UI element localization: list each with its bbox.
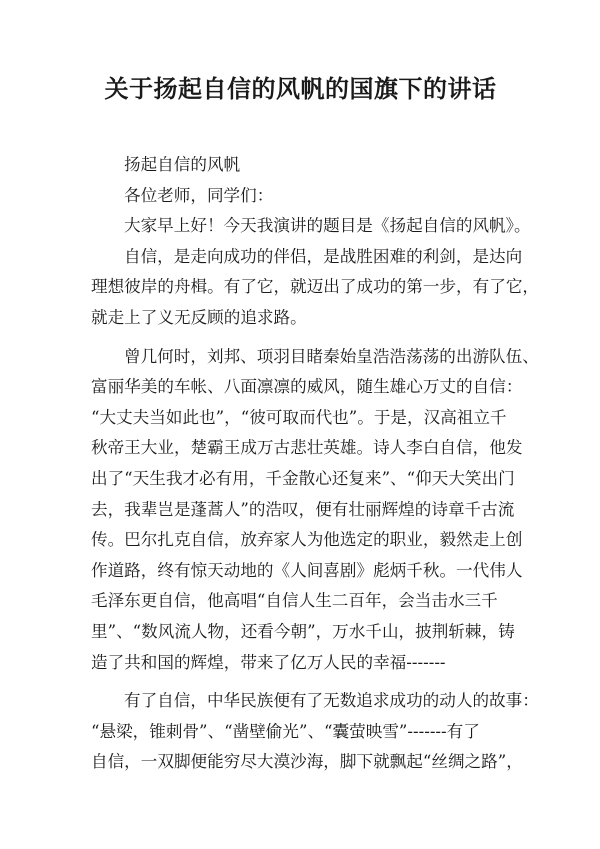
text-line: 各位老师，同学们： <box>124 185 274 205</box>
text-line: “悬梁，锥刺骨”、“凿壁偷光”、“囊萤映雪”-------有了 <box>91 721 480 741</box>
text-line: 出了“天生我才必有用，千金散心还复来”、“仰天大笑出门 <box>91 468 515 488</box>
text-line: 造了共和国的辉煌，带来了亿万人民的幸福------- <box>91 652 446 672</box>
text-line: 传。巴尔扎克自信，放弃家人为他选定的职业，毅然走上创 <box>91 530 523 550</box>
text-line: 大家早上好！今天我演讲的题目是《扬起自信的风帆》。 <box>124 216 531 236</box>
text-line: 自信，是走向成功的伴侣，是战胜困难的利剑，是达向 <box>124 246 523 266</box>
paragraph-spacer <box>91 334 510 342</box>
text-line: 富丽华美的车帐、八面凛凛的威风，随生雄心万丈的自信： <box>91 377 523 397</box>
text-line: 扬起自信的风帆 <box>124 155 241 174</box>
text-line: 作道路，终有惊天动地的《人间喜剧》彪炳千秋。一代伟人 <box>91 560 523 580</box>
paragraph-subtitle <box>91 150 510 181</box>
text-line: 毛泽东更自信，他高唱“自信人生二百年，会当击水三千 <box>91 591 498 611</box>
text-line: 里”、“数风流人物，还看今朝”，万水千山，披荆斩棘，铸 <box>91 621 515 641</box>
document-title: 关于扬起自信的风帆的国旗下的讲话 <box>104 74 497 103</box>
text-line: 自信，一双脚便能穷尽大漠沙海，脚下就飘起“丝绸之路”， <box>91 752 523 772</box>
paragraph-greeting <box>91 181 510 212</box>
paragraph-national-stories <box>91 686 539 778</box>
text-line: 去，我辈岂是蓬蒿人”的浩叹，便有壮丽辉煌的诗章千古流 <box>91 499 515 519</box>
text-line: 有了自信，中华民族便有了无数追求成功的动人的故事： <box>124 691 539 711</box>
text-line: 就走上了义无反顾的追求路。 <box>91 307 307 327</box>
paragraph-opening <box>91 211 531 242</box>
text-line: 秋帝王大业，楚霸王成万古悲壮英雄。诗人李白自信，他发 <box>91 438 523 458</box>
text-line: 曾几何时，刘邦、项羽目睹秦始皇浩浩荡荡的出游队伍、 <box>124 346 539 366</box>
paragraph-spacer <box>91 678 510 686</box>
paragraph-historical-examples <box>91 342 539 679</box>
text-line: “大丈夫当如此也”，“彼可取而代也”。于是，汉高祖立千 <box>91 407 507 427</box>
text-line: 理想彼岸的舟楫。有了它，就迈出了成功的第一步，有了它， <box>91 277 540 297</box>
document-body <box>91 150 540 778</box>
paragraph-confidence-definition <box>91 242 540 334</box>
